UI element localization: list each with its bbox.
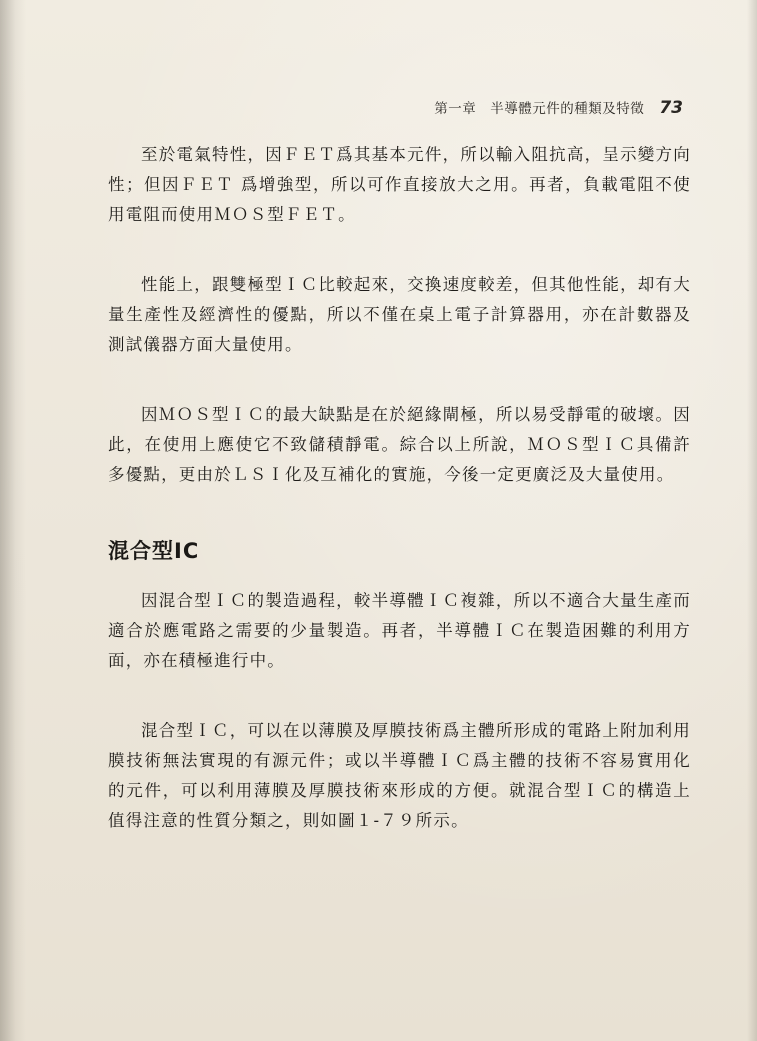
- chapter-title: 第一章 半導體元件的種類及特徵: [434, 101, 645, 117]
- running-head: [0, 97, 683, 121]
- page-body: [108, 140, 691, 836]
- paragraph-electrical-characteristics: 至於電氣特性，因ＦＥＴ爲其基本元件，所以輸入阻抗高，呈示變方向性；但因ＦＥＴ 爲增強型，所以可作直接放大之用。再者，負載電阻不使用電阻而使用ＭＯＳ型ＦＥＴ。: [108, 145, 691, 224]
- spine-shadow: [0, 0, 26, 1041]
- paragraph-performance: 性能上，跟雙極型ＩＣ比較起來，交換速度較差，但其他性能，却有大量生產性及經濟性的優點，所以不僅在桌上電子計算器用，亦在計數器及測試儀器方面大量使用。: [108, 275, 691, 354]
- paragraph-mos-drawbacks: 因ＭＯＳ型ＩＣ的最大缺點是在於絕緣閘極，所以易受靜電的破壞。因此，在使用上應使它不致儲積靜電。綜合以上所說，ＭＯＳ型ＩＣ具備許多優點，更由於ＬＳＩ化及互補化的實施，今後一定更廣泛及大量使用。: [108, 405, 691, 484]
- paragraph-hybrid-structure: 混合型ＩＣ，可以在以薄膜及厚膜技術爲主體所形成的電路上附加利用膜技術無法實現的有源元件；或以半導體ＩＣ爲主體的技術不容易實用化的元件，可以利用薄膜及厚膜技術來形成的方便。就混合型ＩＣ的構造上值得注意的性質分類之，則如圖１-７９所示。: [108, 721, 691, 830]
- page-number: 73: [659, 98, 683, 118]
- paragraph-hybrid-manufacturing: 因混合型ＩＣ的製造過程，較半導體ＩＣ複雜，所以不適合大量生產而適合於應電路之需要的少量製造。再者，半導體ＩＣ在製造困難的利用方面，亦在積極進行中。: [108, 591, 691, 670]
- page-edge-shadow: [747, 0, 757, 1041]
- section-heading: 混合型IC: [108, 539, 200, 563]
